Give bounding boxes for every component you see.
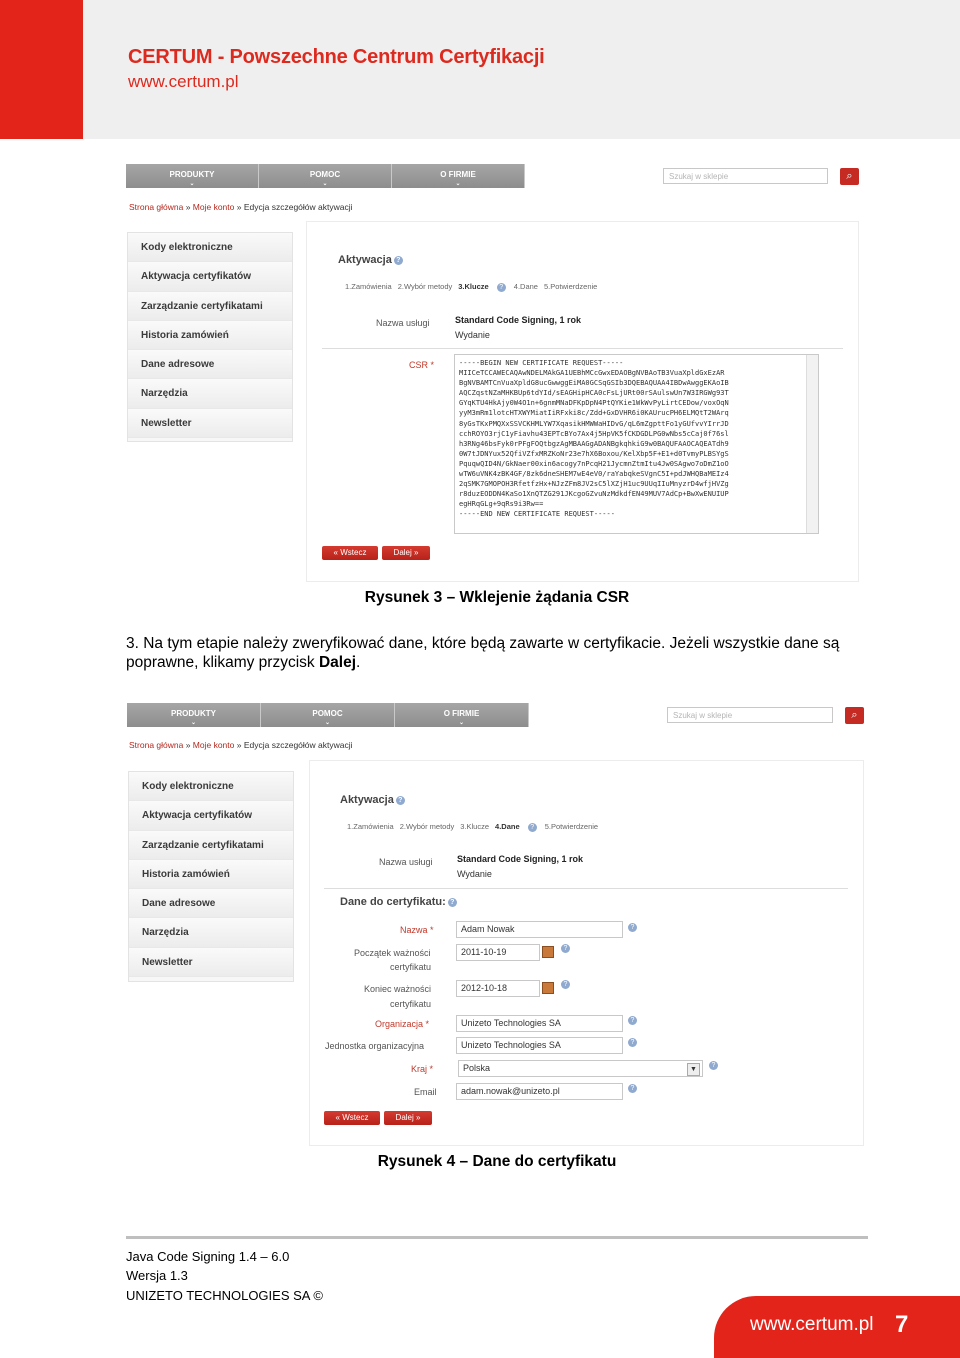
nav-produkty[interactable]: PRODUKTY ⌄ <box>127 703 261 727</box>
start-date-field[interactable]: 2011-10-19 <box>456 944 540 961</box>
steps-bar <box>347 822 604 832</box>
service-name: Standard Code Signing, 1 rok <box>457 854 584 864</box>
end-date-field[interactable]: 2012-10-18 <box>456 980 540 997</box>
sidebar-item-dane[interactable]: Dane adresowe <box>128 350 292 379</box>
header-red-block <box>0 0 83 139</box>
service-label: Nazwa usługi <box>376 318 430 328</box>
divider <box>322 348 843 349</box>
sidebar-item-kody[interactable]: Kody elektroniczne <box>128 233 292 262</box>
chevron-down-icon: ⌄ <box>455 181 461 187</box>
service-sub: Wydanie <box>457 869 492 879</box>
help-icon[interactable]: ? <box>709 1061 718 1070</box>
footer-version: Wersja 1.3 <box>126 1268 188 1283</box>
chevron-down-icon: ⌄ <box>324 720 331 726</box>
chevron-down-icon: ▼ <box>687 1063 700 1076</box>
service-label: Nazwa usługi <box>379 857 433 867</box>
start-label-2: certyfikatu <box>390 962 432 972</box>
organization-field[interactable]: Unizeto Technologies SA <box>456 1015 623 1032</box>
panel-title: Aktywacja ? <box>340 794 405 806</box>
sidebar-item-historia[interactable]: Historia zamówień <box>129 860 293 889</box>
panel-title: Aktywacja ? <box>338 254 403 266</box>
footer-doc-title: Java Code Signing 1.4 – 6.0 <box>126 1249 290 1264</box>
sidebar-item-narzedzia[interactable]: Narzędzia <box>129 918 293 947</box>
help-icon[interactable]: ? <box>628 923 637 932</box>
nav-o-firmie[interactable]: O FIRMIE ⌄ <box>395 703 529 727</box>
next-button[interactable]: Dalej » <box>382 546 430 560</box>
divider <box>324 888 848 889</box>
calendar-icon[interactable] <box>542 946 554 958</box>
end-label: Koniec ważności <box>364 984 432 994</box>
service-sub: Wydanie <box>455 330 490 340</box>
step-1: 1.Zamówienia <box>345 282 392 291</box>
org-unit-field[interactable]: Unizeto Technologies SA <box>456 1037 623 1054</box>
section-title: Dane do certyfikatu: ? <box>340 896 457 908</box>
nav-o-firmie[interactable]: O FIRMIE ⌄ <box>392 164 525 188</box>
step-2: 2.Wybór metody <box>397 282 453 291</box>
breadcrumb-current: Edycja szczegółów aktywacji <box>243 740 353 750</box>
sidebar-item-historia[interactable]: Historia zamówień <box>128 321 292 350</box>
scrollbar[interactable] <box>806 355 818 533</box>
chevron-down-icon: ⌄ <box>189 181 195 187</box>
sidebar <box>127 232 293 442</box>
help-icon[interactable]: ? <box>628 1038 637 1047</box>
nav-pomoc[interactable]: POMOC ⌄ <box>261 703 395 727</box>
page-number: 7 <box>895 1311 909 1338</box>
help-icon[interactable]: ? <box>628 1084 637 1093</box>
sidebar-item-narzedzia[interactable]: Narzędzia <box>128 379 292 408</box>
step-2: 2.Wybór metody <box>399 822 455 831</box>
sidebar-item-aktywacja[interactable]: Aktywacja certyfikatów <box>128 262 292 291</box>
org-unit-label: Jednostka organizacyjna <box>325 1041 425 1051</box>
calendar-icon[interactable] <box>542 982 554 994</box>
footer-url: www.certum.pl <box>750 1314 874 1335</box>
help-icon[interactable]: ? <box>394 256 403 265</box>
top-nav <box>126 164 525 188</box>
back-button[interactable]: « Wstecz <box>324 1111 380 1125</box>
footer-rule <box>126 1236 868 1239</box>
help-icon[interactable]: ? <box>396 796 405 805</box>
back-button[interactable]: « Wstecz <box>322 546 378 560</box>
search-button[interactable] <box>840 168 859 185</box>
sidebar-item-dane[interactable]: Dane adresowe <box>129 889 293 918</box>
service-name: Standard Code Signing, 1 rok <box>455 315 582 325</box>
name-field[interactable]: Adam Nowak <box>456 921 623 938</box>
csr-label: CSR * <box>409 360 435 370</box>
step-3-current: 3.Klucze <box>458 282 489 291</box>
end-label-2: certyfikatu <box>390 999 432 1009</box>
csr-text: -----BEGIN NEW CERTIFICATE REQUEST----- MIICeTCCAWECAQAwNDELMAkGA1UEBhMCcGwxEDAOBgNVBAoTB3VuaXpldGxEzAR BgNVBAMTCnVuaXpldG8ucGwwggEiMA0GCSqGSIb3DQEBAQUAA4IBDwAwggEKAoIB AQCZqstNZaMHKBUp6tdYId/sEAGHipHCA0cFsLjURt00rSAulswUn7W3IRGWg93T GYqKTU4HkAjy0W4O1n+6gnmMNaDFKpDpN4PtQYKie1WkWvPyLirtCEDow/voxOqN yyM3mRm1lotcHTXWYMiatIiRFxki8c/Zdd+GxDVHR6i0KAUrucPH6ELMQtT2WArq 8yGsTKxPMQXxSSVCKHMLYW7XqasikHMWWaHIDvG/qL6mZgpttFo1yGUfvvYIrrJD cchROYO3rjC1yFiavhu43EPTcBYo7Ax4j5HpVK5fCKDGDLPG0wNbs5cCaj0f76sl h3RNg46bsFyk0rPFgFOQtbgzAgMBAAGgADANBgkqhkiG9w0BAQUFAAOCAQEATdh9 0W7tJDNYux52QfiVZfxMRZKoNr23e7hX6Boxou/KelXbp5F+E1+d0TvmyPLBSYgS PquqwQID4N/GkNaer00xin6acogy7nPcqH21JycmnZtmItu4Jw0SAgwo7oDmZ1oO wTW6uVNK4zBK4GF/8zk6dneSHEM7wE4eV0/raYabqkeSVgnC5I+pdJWHQBaMEIz4 2qSMK7GMOPOH3RfetfzHx+NJzZFm8JV2sC5lXZjH1uc9UUqIIuMnyzrD4wfjHVZg r8duzEODDN4KaSo1XnQTZG291JKcgoGZvuNzMdkdfEN49MUV7AdCp+BwXwENUIUP egHRqGLg+9qRs9i3Rw== -----END NEW CERTIFICATE REQUEST----- <box>459 359 729 519</box>
breadcrumb-home[interactable]: Strona główna <box>129 740 184 750</box>
caption-figure-3: Rysunek 3 – Wklejenie żądania CSR <box>364 589 630 606</box>
step-3: 3.Klucze <box>460 822 490 831</box>
footer-company: UNIZETO TECHNOLOGIES SA © <box>126 1288 323 1303</box>
help-icon[interactable]: ? <box>561 980 570 989</box>
sidebar-item-zarzadzanie[interactable]: Zarządzanie certyfikatami <box>128 292 292 321</box>
sidebar-2 <box>128 771 294 982</box>
nav-produkty[interactable]: PRODUKTY ⌄ <box>126 164 259 188</box>
chevron-down-icon: ⌄ <box>322 181 328 187</box>
breadcrumb-home[interactable]: Strona główna <box>129 202 184 212</box>
step-5: 5.Potwierdzenie <box>544 822 599 831</box>
header-url: www.certum.pl <box>128 72 239 91</box>
step-4: 4.Dane <box>513 282 538 291</box>
breadcrumb-account[interactable]: Moje konto <box>192 740 235 750</box>
search-input[interactable]: Szukaj w sklepie <box>663 168 828 184</box>
breadcrumb-current: Edycja szczegółów aktywacji <box>243 202 353 212</box>
email-label: Email <box>414 1087 437 1097</box>
help-icon[interactable]: ? <box>528 823 537 832</box>
steps-bar <box>345 282 603 292</box>
country-select[interactable]: Polska ▼ <box>458 1060 703 1077</box>
chevron-down-icon: ⌄ <box>190 720 197 726</box>
search-input[interactable]: Szukaj w sklepie <box>667 707 833 723</box>
breadcrumb: Strona główna » Moje konto » Edycja szczegółów aktywacji <box>129 202 353 212</box>
search-icon: ⌕ <box>851 709 858 721</box>
search-button[interactable] <box>845 707 864 724</box>
help-icon[interactable]: ? <box>561 944 570 953</box>
step-1: 1.Zamówienia <box>347 822 394 831</box>
caption-figure-4: Rysunek 4 – Dane do certyfikatu <box>377 1153 617 1170</box>
top-nav-2 <box>127 703 529 727</box>
breadcrumb-account[interactable]: Moje konto <box>192 202 235 212</box>
nav-pomoc[interactable]: POMOC ⌄ <box>259 164 392 188</box>
breadcrumb: Strona główna » Moje konto » Edycja szczegółów aktywacji <box>129 740 353 750</box>
next-button[interactable]: Dalej » <box>384 1111 432 1125</box>
step-paragraph: 3. Na tym etapie należy zweryfikować dane, które będą zawarte w certyfikacie. Jeżeli wszystkie dane są poprawne, klikamy przycisk Dalej. <box>126 635 840 671</box>
name-label: Nazwa * <box>400 925 434 935</box>
help-icon[interactable]: ? <box>448 898 457 907</box>
sidebar-item-newsletter[interactable]: Newsletter <box>129 948 293 977</box>
start-label: Początek ważności <box>354 948 431 958</box>
organization-label: Organizacja * <box>375 1019 430 1029</box>
step-5: 5.Potwierdzenie <box>543 282 598 291</box>
sidebar-item-aktywacja[interactable]: Aktywacja certyfikatów <box>129 801 293 830</box>
help-icon[interactable]: ? <box>497 283 506 292</box>
chevron-down-icon: ⌄ <box>458 720 465 726</box>
step-4-current: 4.Dane <box>495 822 520 831</box>
email-field[interactable]: adam.nowak@unizeto.pl <box>456 1083 623 1100</box>
sidebar-item-zarzadzanie[interactable]: Zarządzanie certyfikatami <box>129 831 293 860</box>
search-icon: ⌕ <box>846 170 853 182</box>
sidebar-item-kody[interactable]: Kody elektroniczne <box>129 772 293 801</box>
country-label: Kraj * <box>411 1064 434 1074</box>
header-band <box>83 0 960 139</box>
help-icon[interactable]: ? <box>628 1016 637 1025</box>
sidebar-item-newsletter[interactable]: Newsletter <box>128 409 292 438</box>
header-title: CERTUM - Powszechne Centrum Certyfikacji <box>128 46 545 68</box>
csr-textarea[interactable] <box>454 354 819 534</box>
